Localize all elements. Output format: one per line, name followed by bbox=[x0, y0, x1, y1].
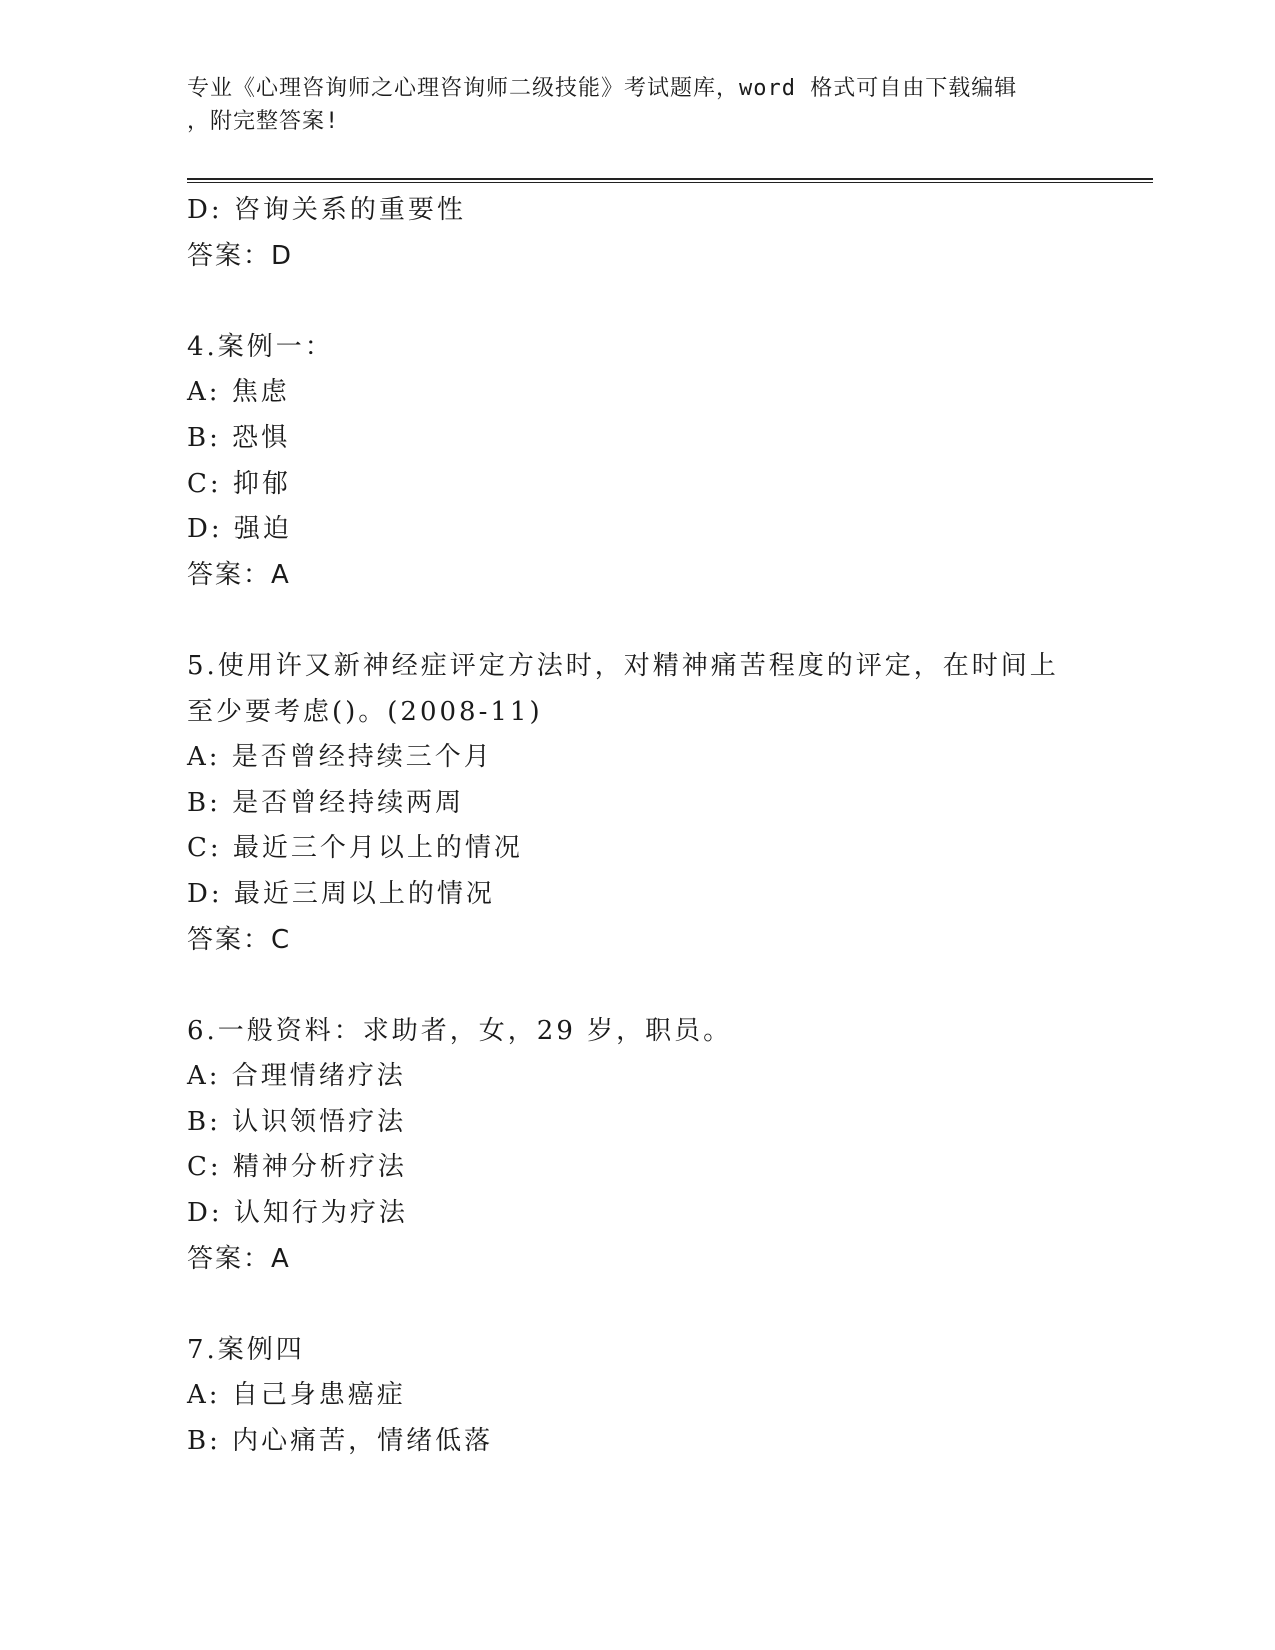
question-stem-continued: 至少要考虑()。(2008-11) bbox=[187, 696, 543, 727]
option-d: D: 最近三周以上的情况 bbox=[187, 878, 495, 909]
question-stem: 4.案例一： bbox=[187, 331, 334, 362]
header-divider bbox=[187, 178, 1153, 184]
option-a: A: 合理情绪疗法 bbox=[187, 1061, 406, 1092]
answer-line: 答案：A bbox=[187, 1243, 291, 1274]
spacer bbox=[187, 1282, 1067, 1328]
question-stem: 6.一般资料：求助者，女，29 岁，职员。 bbox=[187, 1015, 733, 1046]
option-b: B: 内心痛苦，情绪低落 bbox=[187, 1426, 494, 1457]
option-c: C: 抑郁 bbox=[187, 468, 291, 499]
spacer bbox=[187, 963, 1067, 1009]
question-7 bbox=[187, 1328, 1067, 1465]
option-d: D: 强迫 bbox=[187, 514, 292, 545]
question-stem: 7.案例四 bbox=[187, 1334, 305, 1365]
option-d: D: 咨询关系的重要性 bbox=[187, 195, 466, 225]
divider-thick-line bbox=[187, 178, 1153, 180]
option-b: B: 认识领悟疗法 bbox=[187, 1106, 407, 1137]
answer-line: 答案：A bbox=[187, 559, 291, 590]
option-b: B: 恐惧 bbox=[187, 422, 291, 453]
option-a: A: 自己身患癌症 bbox=[187, 1380, 406, 1411]
option-a: A: 是否曾经持续三个月 bbox=[187, 742, 493, 773]
option-d: D: 认知行为疗法 bbox=[187, 1198, 408, 1229]
question-6 bbox=[187, 1009, 1067, 1283]
answer-line: 答案：C bbox=[187, 924, 292, 955]
question-4 bbox=[187, 325, 1067, 599]
option-a: A: 焦虑 bbox=[187, 377, 290, 408]
option-c: C: 最近三个月以上的情况 bbox=[187, 833, 523, 864]
divider-thin-line bbox=[187, 182, 1153, 183]
question-stem: 5.使用许又新神经症评定方法时，对精神痛苦程度的评定，在时间上 bbox=[187, 650, 1059, 681]
spacer bbox=[187, 598, 1067, 644]
option-b: B: 是否曾经持续两周 bbox=[187, 787, 465, 818]
option-c: C: 精神分析疗法 bbox=[187, 1152, 407, 1183]
answer-line: 答案：D bbox=[187, 240, 294, 271]
header-line-1: 专业《心理咨询师之心理咨询师二级技能》考试题库，word 格式可自由下载编辑 bbox=[187, 76, 1018, 101]
spacer bbox=[187, 279, 1067, 325]
document-header bbox=[187, 72, 1067, 138]
question-list bbox=[187, 188, 1067, 1465]
header-line-2: ，附完整答案! bbox=[187, 109, 340, 134]
question-5 bbox=[187, 644, 1067, 963]
